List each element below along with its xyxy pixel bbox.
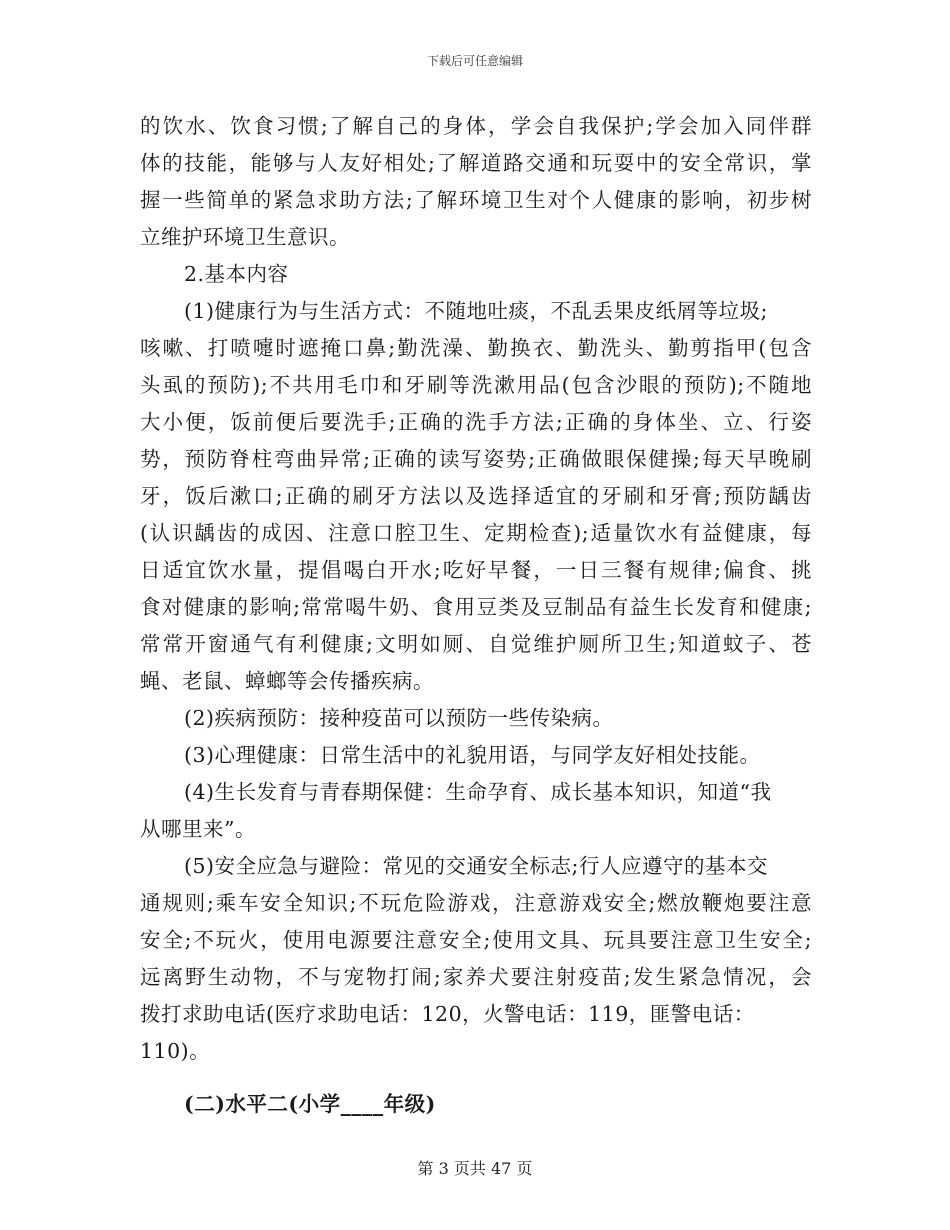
body-line: (4)生长发育与青春期保健：生命孕育、成长基本知识，知道“我 [184,780,772,804]
body-line: 蝇、老鼠、蟑螂等会传播疾病。 [140,669,434,693]
document-body [140,108,812,1123]
body-line: 从哪里来”。 [140,817,256,841]
section-heading: (二)水平二(小学____年级) [184,1092,436,1116]
body-line: 远离野生动物，不与宠物打闹;家养犬要注射疫苗;发生紧急情况，会 [140,965,812,989]
body-line: 握一些简单的紧急求助方法;了解环境卫生对个人健康的影响，初步树 [140,188,812,212]
body-line: 立维护环境卫生意识。 [140,225,350,249]
body-line: 咳嗽、打喷嚏时遮掩口鼻;勤洗澡、勤换衣、勤洗头、勤剪指甲(包含 [140,336,812,360]
body-line: 势，预防脊柱弯曲异常;正确的读写姿势;正确做眼保健操;每天早晚刷 [140,447,812,471]
body-line: 大小便，饭前便后要洗手;正确的洗手方法;正确的身体坐、立、行姿 [140,410,812,434]
body-line: (3)心理健康：日常生活中的礼貌用语，与同学友好相处技能。 [184,743,761,767]
body-line: 110)。 [140,1039,211,1063]
body-line: 头虱的预防);不共用毛巾和牙刷等洗漱用品(包含沙眼的预防);不随地 [140,373,812,397]
body-line: 拨打求助电话(医疗求助电话：120，火警电话：119，匪警电话： [140,1002,755,1026]
spacer [140,1070,812,1086]
body-line: (5)安全应急与避险：常见的交通安全标志;行人应遵守的基本交 [184,854,768,878]
body-line: 体的技能，能够与人友好相处;了解道路交通和玩耍中的安全常识，掌 [140,151,812,175]
body-line: (认识龋齿的成因、注意口腔卫生、定期检查);适量饮水有益健康，每 [140,521,812,545]
page-header: 下载后可任意编辑 [426,54,523,68]
body-line: (2)疾病预防：接种疫苗可以预防一些传染病。 [184,706,614,730]
section-heading: 2.基本内容 [184,262,289,286]
body-line: 的饮水、饮食习惯;了解自己的身体，学会自我保护;学会加入同伴群 [140,114,812,138]
body-line: 常常开窗通气有利健康;文明如厕、自觉维护厕所卫生;知道蚊子、苍 [140,632,812,656]
body-line: 牙，饭后漱口;正确的刷牙方法以及选择适宜的牙刷和牙膏;预防龋齿 [140,484,812,508]
body-line: 安全;不玩火，使用电源要注意安全;使用文具、玩具要注意卫生安全; [140,928,812,952]
body-line: (1)健康行为与生活方式：不随地吐痰，不乱丢果皮纸屑等垃圾; [184,299,768,323]
page-footer: 第 3 页共 47 页 [417,1159,533,1178]
body-line: 食对健康的影响;常常喝牛奶、食用豆类及豆制品有益生长发育和健康; [140,595,812,619]
body-line: 通规则;乘车安全知识;不玩危险游戏，注意游戏安全;燃放鞭炮要注意 [140,891,812,915]
body-line: 日适宜饮水量，提倡喝白开水;吃好早餐，一日三餐有规律;偏食、挑 [140,558,812,582]
